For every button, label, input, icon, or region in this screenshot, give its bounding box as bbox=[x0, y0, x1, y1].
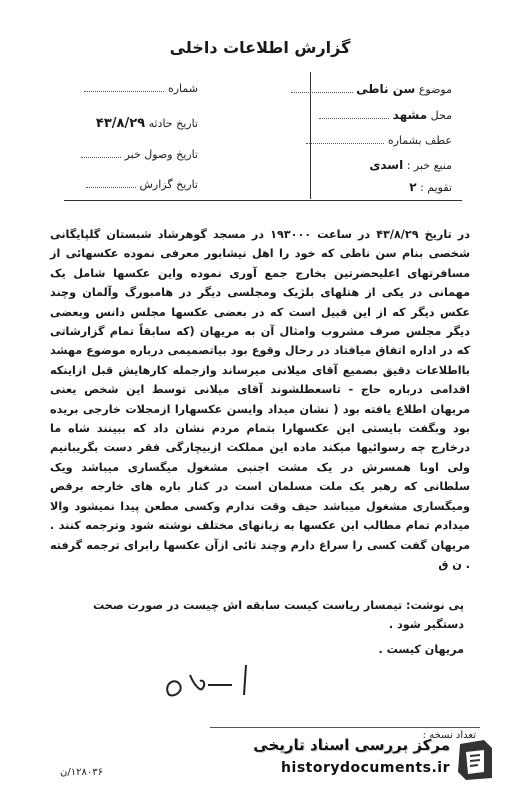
number-row bbox=[84, 82, 198, 95]
reference-dots bbox=[306, 143, 384, 144]
watermark-title: مرکز بررسی اسناد تاریخی bbox=[253, 736, 450, 754]
subject-dots bbox=[291, 92, 353, 93]
subject-row bbox=[291, 82, 452, 96]
subject-label: موضوع bbox=[418, 83, 452, 96]
closing-notes bbox=[64, 596, 464, 659]
receipt-date-row bbox=[81, 148, 198, 161]
header-box bbox=[64, 72, 462, 201]
report-date-row bbox=[86, 178, 198, 191]
receipt-date-label: تاریخ وصول خبر bbox=[124, 148, 198, 161]
closing-line-2: مریهان کیست . bbox=[378, 643, 464, 656]
closing-line-1: پی نوشت: تیمسار ریاست کیست سابقه اش چیست در صورت صحت دستگیر شود . bbox=[92, 599, 464, 631]
archive-emblem-icon bbox=[454, 738, 496, 782]
evaluation-label: تقویم bbox=[427, 181, 452, 194]
report-date-label: تاریخ گزارش bbox=[139, 178, 198, 191]
incident-date-value: ۴۳/۸/۲۹ bbox=[95, 116, 146, 131]
receipt-date-dots bbox=[81, 157, 121, 158]
report-date-dots bbox=[86, 187, 136, 188]
source-label: منبع خبر : bbox=[406, 159, 452, 172]
place-row bbox=[319, 108, 452, 122]
footer-rule bbox=[210, 727, 480, 728]
subject-value: سن ناطی bbox=[356, 82, 416, 96]
place-dots bbox=[319, 118, 389, 119]
incident-date-label: تاریخ حادثه bbox=[148, 117, 198, 130]
reference-label: عطف بشماره bbox=[387, 134, 452, 147]
copy-count-label: تعداد نسخه : bbox=[422, 730, 476, 741]
watermark-url: historydocuments.ir bbox=[281, 760, 450, 776]
incident-date-row bbox=[96, 116, 198, 131]
evaluation-value: ۲ bbox=[409, 180, 417, 194]
reference-row bbox=[306, 134, 452, 147]
place-label: محل bbox=[430, 109, 452, 122]
place-value: مشهد bbox=[392, 108, 428, 122]
number-label: شماره bbox=[167, 82, 198, 95]
document-title: گزارش اطلاعات داخلی bbox=[169, 38, 351, 57]
evaluation-row: تقویم : ۲ bbox=[409, 180, 452, 194]
report-body: در تاریخ ۴۳/۸/۲۹ در ساعت ۱۹۳۰۰۰ در مسجد گوهرشاد شبستان گلپایگانی شخصی بنام سن ناطی که خود را اهل نیشابور معرفی نموده عکسهائی از مسافرتهای اعلیحضرتین بخارج جمع آوری نموده واین عکسها شامل یک مهمانی در یکی از هتلهای بلژیک ومجلسی دیگر در هامبورگ وآلمان وچند عکس دیگر که از این قبیل است که در بعضی عکسها مجلس دانس وبعضی دیگر مجلس صرف مشروب وامثال آن به مریهان (که سابقاً تمام گزارشاتی که در اداره اتفاق میافتاد در رحال وقوع بود بیاتصمیمی درباره موضوع مهشد بااطلاعات دقیق بصمیع آقای میلانی میرساند وازجمله کارهایش قبل ازاینکه اقدامی درباره حاج - تاسعطلشوند آقای میلانی توسط این شخص یعنی مریهان اطلاع یافته بود ( نشان میداد وایسن عکسهارا ازمجلات خارجی بریده بود وبگفت بایستی این عکسهارا بتمام مردم نشان داد که ببینند شاه ما درخارج چه رسوائیها میکند ماده این مملکت ازبیچارگی فقر دست بگریبانیم ولی اوبا همسرش در یک مشت اجنبی مشغول میگساری میباشد ویک سلطانی که رهبر یک ملت مسلمان است در کنار باره های خارجه برقص ومیگساری مشغول میباشد حیف وقت ندارم وکسی مطعن پیدا نمیشود والا میدادم تمام مطالب این عکسها به زبانهای مختلف نوشته شود وترجمه کنند . مریهان گفت کسی را سراغ دارم وچند تائی ازآن عکسها رابرای ترجمه گرفته . ن ق bbox=[50, 228, 470, 571]
number-dots bbox=[84, 91, 164, 92]
source-value: اسدی bbox=[369, 158, 404, 172]
archive-watermark bbox=[232, 732, 502, 788]
reference-code: ۱۲۸۰۳۶/ن bbox=[60, 767, 103, 778]
source-row bbox=[369, 158, 452, 172]
handwritten-annotation-mark bbox=[160, 655, 260, 705]
